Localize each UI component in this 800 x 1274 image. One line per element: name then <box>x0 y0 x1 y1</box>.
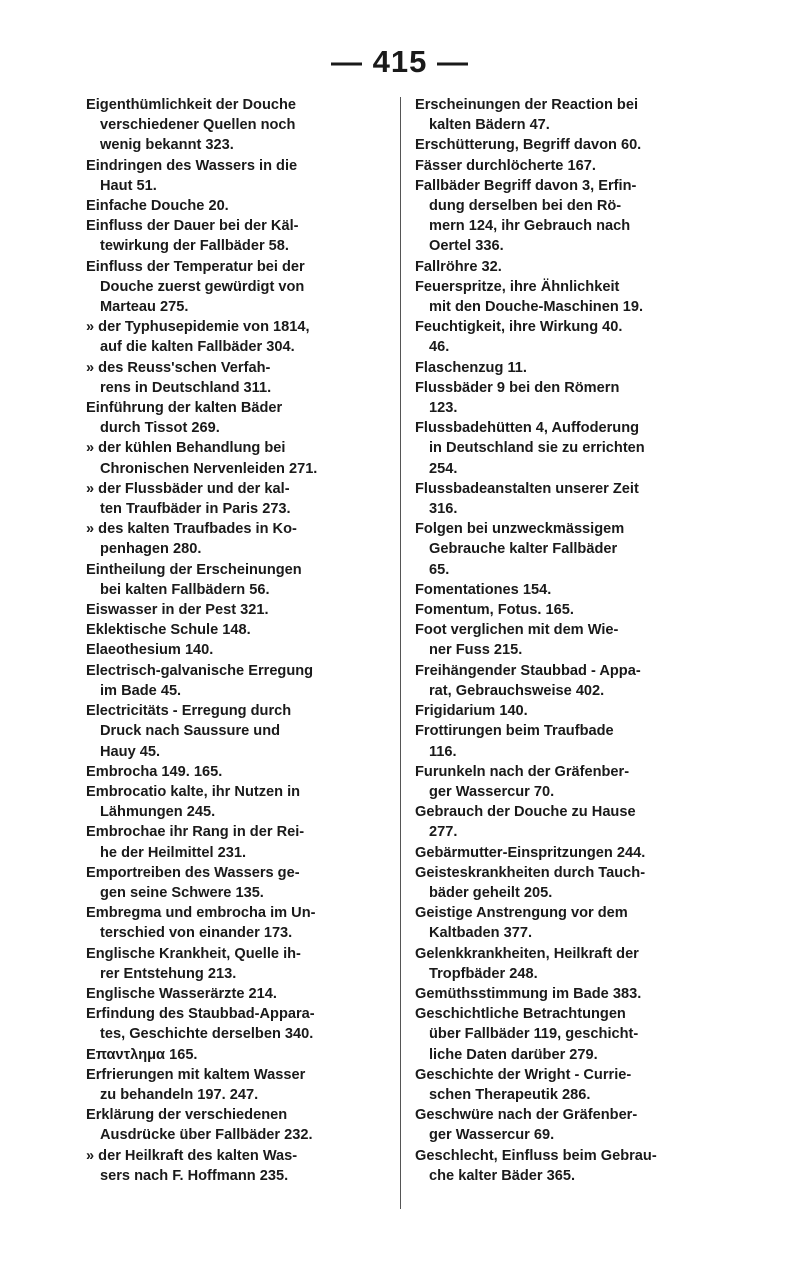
index-entry <box>86 216 408 256</box>
entry-line: Eintheilung der Erscheinungen <box>86 561 302 578</box>
index-entry <box>415 762 737 802</box>
entry-continuation-line: über Fallbäder 119, geschicht- <box>429 1026 639 1043</box>
index-entry <box>86 1045 408 1065</box>
entry-line: Folgen bei unzweckmässigem <box>415 521 625 538</box>
entry-line: Gelenkkrankheiten, Heilkraft der <box>415 945 639 962</box>
index-entry <box>86 1065 408 1105</box>
entry-line: Geschichte der Wright - Currie- <box>415 1066 632 1083</box>
entry-continuation-line: Ausdrücke über Fallbäder 232. <box>100 1127 313 1144</box>
index-entry <box>86 257 408 318</box>
entry-continuation-line: he der Heilmittel 231. <box>100 844 246 861</box>
entry-continuation-line: liche Daten darüber 279. <box>429 1046 598 1063</box>
entry-line: Erfindung des Staubbad-Appara- <box>86 1006 315 1023</box>
entry-line: Electrisch-galvanische Erregung <box>86 662 314 679</box>
index-entry <box>86 398 408 438</box>
entry-line: Eiswasser in der Pest 321. <box>86 602 269 619</box>
entry-line: Englische Krankheit, Quelle ih- <box>86 945 301 962</box>
index-entry <box>86 944 408 984</box>
entry-continuation-line: 46. <box>429 339 450 356</box>
index-entry <box>415 620 737 660</box>
index-entry <box>415 1004 737 1065</box>
entry-line: » des Reuss'schen Verfah- <box>86 359 271 376</box>
entry-line: Gemüthsstimmung im Bade 383. <box>415 985 642 1002</box>
index-entry <box>415 176 737 257</box>
entry-continuation-line: schen Therapeutik 286. <box>429 1086 591 1103</box>
entry-line: Flussbadehütten 4, Auffoderung <box>415 420 640 437</box>
entry-continuation-line: sers nach F. Hoffmann 235. <box>100 1167 289 1184</box>
index-entry <box>415 600 737 620</box>
entry-continuation-line: durch Tissot 269. <box>100 420 220 437</box>
index-entry <box>415 903 737 943</box>
index-entry <box>86 984 408 1004</box>
index-entry <box>86 560 408 600</box>
entry-line: Feuerspritze, ihre Ähnlichkeit <box>415 278 620 295</box>
index-entry <box>415 519 737 580</box>
entry-line: Foot verglichen mit dem Wie- <box>415 622 619 639</box>
entry-continuation-line: zu behandeln 197. 247. <box>100 1086 259 1103</box>
index-entry <box>86 1004 408 1044</box>
index-entry <box>86 600 408 620</box>
entry-continuation-line: in Deutschland sie zu errichten <box>429 440 645 457</box>
index-entry <box>86 863 408 903</box>
entry-line: » der Flussbäder und der kal- <box>86 480 290 497</box>
entry-continuation-line: 116. <box>429 743 457 760</box>
index-entry <box>415 863 737 903</box>
entry-line: Furunkeln nach der Gräfenber- <box>415 763 630 780</box>
entry-continuation-line: rer Entstehung 213. <box>100 965 237 982</box>
entry-continuation-line: rat, Gebrauchsweise 402. <box>429 682 605 699</box>
index-entry <box>415 378 737 418</box>
entry-line: Eklektische Schule 148. <box>86 622 251 639</box>
index-entry <box>86 358 408 398</box>
entry-line: Erscheinungen der Reaction bei <box>415 97 639 113</box>
index-entry <box>415 317 737 357</box>
index-entry <box>86 95 408 156</box>
entry-line: Geschwüre nach der Gräfenber- <box>415 1107 638 1124</box>
entry-line: » der Typhusepidemie von 1814, <box>86 319 310 336</box>
index-entry <box>415 277 737 317</box>
entry-line: Einfache Douche 20. <box>86 198 229 215</box>
index-entry <box>86 519 408 559</box>
entry-continuation-line: mern 124, ihr Gebrauch nach <box>429 218 631 235</box>
entry-line: Einführung der kalten Bäder <box>86 400 283 417</box>
entry-continuation-line: Marteau 275. <box>100 299 189 316</box>
index-column-left <box>86 95 408 1186</box>
entry-line: Flussbäder 9 bei den Römern <box>415 379 620 396</box>
entry-continuation-line: ger Wassercur 69. <box>429 1127 555 1144</box>
index-entry <box>415 156 737 176</box>
index-entry <box>415 1105 737 1145</box>
index-entry <box>415 1065 737 1105</box>
entry-line: Erschütterung, Begriff davon 60. <box>415 137 642 154</box>
index-entry <box>86 701 408 762</box>
entry-line: Flaschenzug 11. <box>415 359 527 376</box>
entry-line: Flussbadeanstalten unserer Zeit <box>415 480 639 497</box>
index-entry <box>86 822 408 862</box>
index-entry <box>415 580 737 600</box>
entry-continuation-line: Douche zuerst gewürdigt von <box>100 278 305 295</box>
index-entry <box>86 317 408 357</box>
entry-continuation-line: auf die kalten Fallbäder 304. <box>100 339 295 356</box>
index-entry <box>415 95 737 135</box>
entry-continuation-line: ner Fuss 215. <box>429 642 523 659</box>
entry-line: Elaeothesium 140. <box>86 642 214 659</box>
entry-continuation-line: bäder geheilt 205. <box>429 884 553 901</box>
entry-line: Freihängender Staubbad - Appa- <box>415 662 641 679</box>
entry-line: » der kühlen Behandlung bei <box>86 440 286 457</box>
entry-continuation-line: tes, Geschichte derselben 340. <box>100 1026 314 1043</box>
entry-line: » der Heilkraft des kalten Was- <box>86 1147 298 1164</box>
index-entry <box>415 418 737 479</box>
entry-line: Frottirungen beim Traufbade <box>415 723 614 740</box>
entry-continuation-line: penhagen 280. <box>100 541 202 558</box>
index-entry <box>86 620 408 640</box>
index-entry <box>415 721 737 761</box>
entry-line: Geisteskrankheiten durch Tauch- <box>415 864 646 881</box>
entry-line: Emportreiben des Wassers ge- <box>86 864 300 881</box>
entry-continuation-line: bei kalten Fallbädern 56. <box>100 581 270 598</box>
entry-line: Embregma und embrocha im Un- <box>86 905 316 922</box>
entry-continuation-line: 123. <box>429 400 458 417</box>
entry-continuation-line: tewirkung der Fallbäder 58. <box>100 238 289 255</box>
entry-line: Englische Wasserärzte 214. <box>86 985 277 1002</box>
index-entry <box>415 358 737 378</box>
entry-line: Fallröhre 32. <box>415 258 502 275</box>
index-entry <box>86 1105 408 1145</box>
entry-continuation-line: terschied von einander 173. <box>100 925 293 942</box>
entry-continuation-line: Kaltbaden 377. <box>429 925 533 942</box>
entry-continuation-line: dung derselben bei den Rö- <box>429 198 622 215</box>
index-entry <box>415 843 737 863</box>
entry-line: Fomentum, Fotus. 165. <box>415 602 574 619</box>
index-entry <box>86 640 408 660</box>
entry-line: Fässer durchlöcherte 167. <box>415 157 596 174</box>
entry-line: Electricitäts - Erregung durch <box>86 703 292 720</box>
index-entry <box>415 984 737 1004</box>
index-entry <box>415 802 737 842</box>
entry-line: Frigidarium 140. <box>415 703 528 720</box>
entry-continuation-line: Gebrauche kalter Fallbäder <box>429 541 618 558</box>
entry-line: Feuchtigkeit, ihre Wirkung 40. <box>415 319 623 336</box>
entry-continuation-line: im Bade 45. <box>100 682 182 699</box>
entry-continuation-line: 277. <box>429 824 458 841</box>
entry-continuation-line: gen seine Schwere 135. <box>100 884 264 901</box>
entry-line: Embrochae ihr Rang in der Rei- <box>86 824 305 841</box>
entry-continuation-line: che kalter Bäder 365. <box>429 1167 576 1184</box>
entry-continuation-line: mit den Douche-Maschinen 19. <box>429 299 644 316</box>
entry-continuation-line: 65. <box>429 561 450 578</box>
index-entry <box>86 156 408 196</box>
index-entry <box>86 1146 408 1186</box>
index-entry <box>86 903 408 943</box>
entry-continuation-line: rens in Deutschland 311. <box>100 379 272 396</box>
index-entry <box>86 479 408 519</box>
entry-line: Fomentationes 154. <box>415 581 552 598</box>
entry-continuation-line: Lähmungen 245. <box>100 804 216 821</box>
entry-continuation-line: Haut 51. <box>100 177 157 194</box>
index-entry <box>86 661 408 701</box>
index-column-right <box>415 95 737 1186</box>
index-entry <box>415 479 737 519</box>
index-entry <box>86 762 408 782</box>
entry-continuation-line: wenig bekannt 323. <box>100 137 234 154</box>
entry-line: Einfluss der Temperatur bei der <box>86 258 305 275</box>
entry-continuation-line: Chronischen Nervenleiden 271. <box>100 460 318 477</box>
page-number: — 415 — <box>331 44 469 79</box>
index-entry <box>415 135 737 155</box>
entry-line: Embrocatio kalte, ihr Nutzen in <box>86 783 301 800</box>
entry-line: Gebärmutter-Einspritzungen 244. <box>415 844 646 861</box>
entry-line: Fallbäder Begriff davon 3, Erfin- <box>415 177 637 194</box>
entry-line: Erfrierungen mit kaltem Wasser <box>86 1066 306 1083</box>
index-entry <box>415 257 737 277</box>
entry-line: Embrocha 149. 165. <box>86 763 223 780</box>
entry-line: Erklärung der verschiedenen <box>86 1107 288 1124</box>
index-entry <box>415 661 737 701</box>
index-entry <box>415 944 737 984</box>
entry-line: Geistige Anstrengung vor dem <box>415 905 628 922</box>
entry-line: Einfluss der Dauer bei der Käl- <box>86 218 299 235</box>
index-entry <box>86 782 408 822</box>
entry-continuation-line: Druck nach Saussure und <box>100 723 281 740</box>
entry-continuation-line: kalten Bädern 47. <box>429 117 550 134</box>
entry-continuation-line: ten Traufbäder in Paris 273. <box>100 501 291 518</box>
entry-continuation-line: Oertel 336. <box>429 238 504 255</box>
index-entry <box>415 701 737 721</box>
entry-line: Geschlecht, Einfluss beim Gebrau- <box>415 1147 657 1164</box>
entry-line: Eindringen des Wassers in die <box>86 157 298 174</box>
entry-line: Gebrauch der Douche zu Hause <box>415 804 636 821</box>
entry-continuation-line: verschiedener Quellen noch <box>100 117 296 134</box>
index-entry <box>86 438 408 478</box>
index-entry <box>415 1146 737 1186</box>
entry-continuation-line: Tropfbäder 248. <box>429 965 538 982</box>
entry-continuation-line: ger Wassercur 70. <box>429 783 555 800</box>
entry-continuation-line: 316. <box>429 501 458 518</box>
index-entry <box>86 196 408 216</box>
entry-line: Eigenthümlichkeit der Douche <box>86 97 297 113</box>
entry-continuation-line: Hauy 45. <box>100 743 161 760</box>
entry-line: Geschichtliche Betrachtungen <box>415 1006 626 1023</box>
entry-line: » des kalten Traufbades in Ko- <box>86 521 297 538</box>
entry-line: Επαντλημα 165. <box>86 1046 198 1063</box>
entry-continuation-line: 254. <box>429 460 458 477</box>
